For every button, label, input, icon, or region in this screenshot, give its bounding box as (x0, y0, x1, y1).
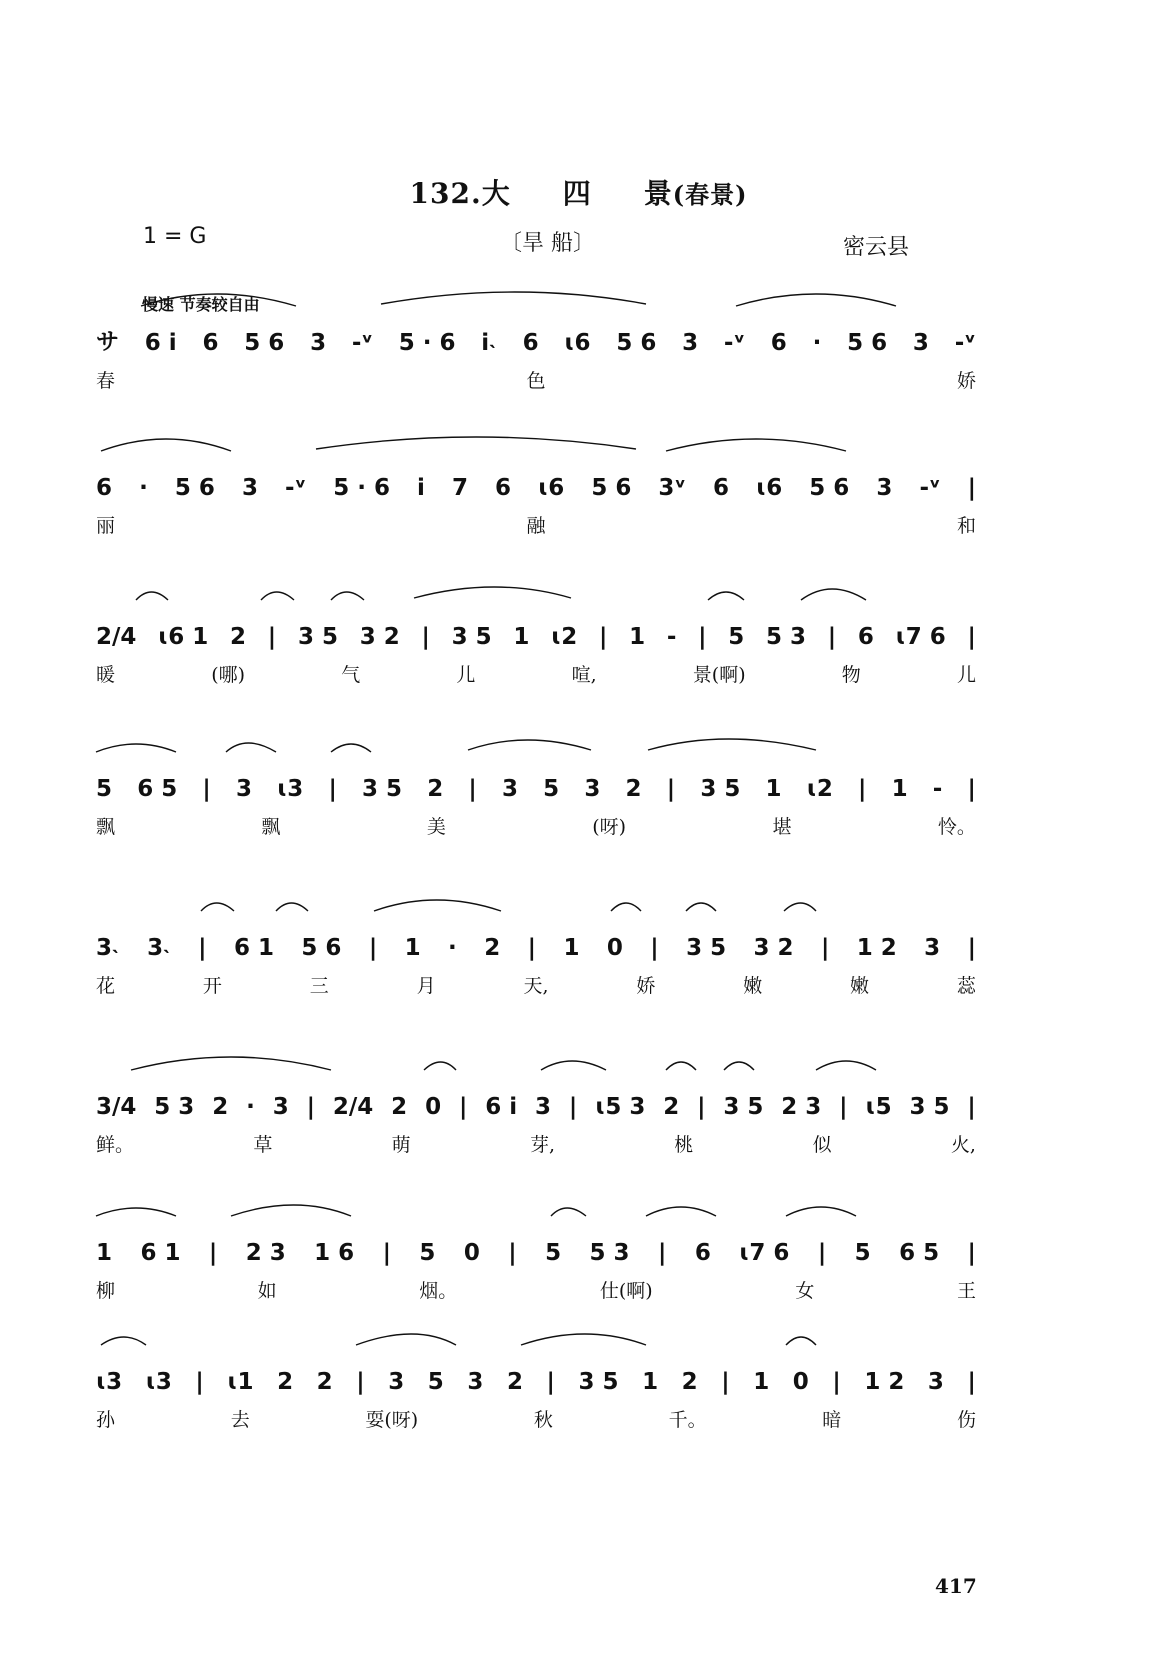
lyric-token: 千。 (668, 1409, 707, 1431)
notation-line (96, 1220, 976, 1266)
barline: | (508, 1240, 517, 1266)
barline: | (698, 624, 707, 650)
note-token: 0 (425, 1094, 442, 1120)
slur-marks (96, 580, 976, 602)
barline: | (458, 1094, 468, 1120)
lyric-token: 去 (230, 1409, 250, 1431)
note-token: 2 (316, 1369, 333, 1395)
note-token: -ᵛ (954, 330, 976, 356)
note-token: 1 (753, 1369, 770, 1395)
note-token: 1 (629, 624, 646, 650)
lyric-token: 景(啊) (692, 664, 746, 686)
title-number: 132. (409, 177, 482, 210)
note-token: 1 (891, 776, 908, 802)
note-token: 1 (642, 1369, 659, 1395)
note-token: ɩ2 (551, 624, 578, 650)
note-token: 6 (96, 475, 113, 501)
lyrics-line (96, 812, 976, 842)
lyric-token: 儿 (956, 664, 976, 686)
note-token: -ᵛ (351, 330, 373, 356)
note-token: 6 (202, 330, 219, 356)
note-token: ɩ3 (96, 1369, 123, 1395)
barline: | (368, 935, 378, 961)
barline: | (827, 624, 837, 650)
note-token: 5 · 6 (398, 330, 456, 356)
barline: | (839, 1094, 848, 1120)
slur-marks (96, 1325, 976, 1347)
note-token: 3 (388, 1369, 405, 1395)
lyric-token: 儿 (456, 664, 476, 686)
lyric-token: 仕(啊) (599, 1280, 653, 1302)
lyric-token: 飘 (261, 816, 281, 838)
note-token: 3 5 (362, 776, 403, 802)
note-token: 2 3 (245, 1240, 286, 1266)
note-token: 3 5 (700, 776, 741, 802)
note-token: · (139, 475, 148, 501)
note-token: 3 (235, 776, 252, 802)
barline: | (382, 1240, 391, 1266)
genre-label: 〔旱 船〕 (500, 231, 595, 256)
note-token: 2 (506, 1369, 523, 1395)
note-token: ɩ7 6 (895, 624, 946, 650)
note-token: 5 3 (766, 624, 807, 650)
note-token: 5 (543, 776, 560, 802)
note-token: 1 (765, 776, 782, 802)
note-token: 2 (484, 935, 501, 961)
note-token: 3 (876, 475, 893, 501)
barline: | (546, 1369, 555, 1395)
lyric-token: 天, (523, 975, 549, 997)
note-token: 0 (606, 935, 623, 961)
lyric-token: 飘 (96, 816, 116, 838)
note-token: 5 3 (589, 1240, 630, 1266)
lyrics-line (96, 660, 976, 690)
note-token: 3˴ (96, 935, 120, 961)
barline: | (967, 1240, 976, 1266)
lyrics-line (96, 1130, 976, 1160)
lyric-token: 萌 (391, 1134, 411, 1156)
lyric-token: 火, (950, 1134, 976, 1156)
barline: | (666, 776, 676, 802)
note-token: 3 5 (297, 624, 338, 650)
note-token: 5 · 6 (333, 475, 390, 501)
note-token: ɩ5 3 (595, 1094, 646, 1120)
title-char-3: 景 (643, 177, 673, 210)
barline: | (967, 1094, 976, 1120)
barline: | (568, 1094, 578, 1120)
lyric-token: 如 (257, 1280, 277, 1302)
note-token: · (246, 1094, 255, 1120)
lyric-token: 融 (526, 515, 546, 537)
note-token: - (666, 624, 677, 650)
lyric-token: 嫩 (743, 975, 763, 997)
note-token: 3 5 (578, 1369, 619, 1395)
slur-marks (96, 1196, 976, 1218)
lyric-token: 娇 (636, 975, 656, 997)
lyric-token: (呀) (592, 816, 627, 838)
note-token: ɩ6 (538, 475, 565, 501)
note-token: 2 (625, 776, 642, 802)
note-token: 5 (96, 776, 113, 802)
note-token: 6 (857, 624, 874, 650)
note-token: 2 (277, 1369, 294, 1395)
barline: | (697, 1094, 706, 1120)
note-token: 5 (728, 624, 745, 650)
note-token: 6 5 (137, 776, 178, 802)
lyrics-line (96, 366, 976, 396)
barline: | (967, 1369, 976, 1395)
lyric-token: 娇 (956, 370, 976, 392)
lyric-token: 嫩 (850, 975, 870, 997)
barline: | (306, 1094, 315, 1120)
note-token: 1 (513, 624, 530, 650)
note-token: 6 (694, 1240, 711, 1266)
note-token: 3 2 (753, 935, 794, 961)
barline: | (721, 1369, 730, 1395)
lyric-token: 和 (956, 515, 976, 537)
note-token: ɩ1 (227, 1369, 254, 1395)
note-token: サ (96, 329, 119, 355)
lyrics-line (96, 971, 976, 1001)
note-token: 5 6 (244, 330, 285, 356)
lyric-token: 秋 (533, 1409, 553, 1431)
note-token: 6 (495, 475, 512, 501)
note-token: 1 6 (314, 1240, 355, 1266)
title-char-2: 四 (562, 177, 592, 210)
barline: | (657, 1240, 667, 1266)
notation-line (96, 756, 976, 802)
lyric-token: 暗 (822, 1409, 842, 1431)
note-token: 1 (563, 935, 580, 961)
note-token: 2 3 (781, 1094, 822, 1120)
notation-line (96, 1349, 976, 1395)
note-token: 3 2 (359, 624, 400, 650)
note-token: 3 (682, 330, 699, 356)
key-signature: 1 = G (143, 224, 207, 249)
lyric-token: 耍(呀) (365, 1409, 419, 1431)
lyric-token: 烟。 (419, 1280, 458, 1302)
note-token: 6 1 (140, 1240, 181, 1266)
note-token: ɩ6 (756, 475, 783, 501)
note-token: 5 6 (847, 330, 888, 356)
note-token: 2 (391, 1094, 408, 1120)
barline: | (468, 776, 477, 802)
barline: | (356, 1369, 365, 1395)
lyric-token: 春 (96, 370, 116, 392)
note-token: i˴ (481, 330, 497, 356)
barline: | (820, 935, 830, 961)
page-number: 417 (935, 1574, 977, 1598)
note-token: 7 (451, 475, 468, 501)
lyric-token: 桃 (674, 1134, 694, 1156)
barline: | (650, 935, 659, 961)
barline: | (858, 776, 867, 802)
note-token: 5 6 (616, 330, 657, 356)
notation-line (96, 915, 976, 961)
note-token: 6 (522, 330, 539, 356)
note-token: 2 (212, 1094, 229, 1120)
note-token: -ᵛ (723, 330, 745, 356)
note-token: ɩ5 (865, 1094, 892, 1120)
barline: | (832, 1369, 841, 1395)
slur-marks (96, 891, 976, 913)
place-label: 密云县 (843, 235, 910, 260)
lyric-token: 鲜。 (96, 1134, 135, 1156)
lyric-token: 月 (416, 975, 436, 997)
note-token: - (932, 776, 943, 802)
slur-marks (96, 1050, 976, 1072)
note-token: 2/4 (96, 624, 137, 650)
note-token: ɩ7 6 (739, 1240, 790, 1266)
note-token: 5 6 (591, 475, 632, 501)
lyric-token: 似 (812, 1134, 832, 1156)
lyric-token: 暖 (96, 664, 116, 686)
note-token: 3 (912, 330, 929, 356)
barline: | (198, 935, 207, 961)
note-token: 3 5 (686, 935, 727, 961)
barline: | (195, 1369, 204, 1395)
note-token: 3 (584, 776, 601, 802)
lyric-token: 开 (202, 975, 222, 997)
barline: | (967, 776, 976, 802)
note-token: 6 i (144, 330, 177, 356)
barline: | (967, 475, 976, 501)
lyric-token: 花 (96, 975, 116, 997)
note-token: 2 (681, 1369, 698, 1395)
barline: | (202, 776, 211, 802)
lyric-token: 三 (309, 975, 329, 997)
note-token: 5 (419, 1240, 436, 1266)
lyric-token: 怜。 (937, 816, 976, 838)
note-token: 3 (467, 1369, 484, 1395)
barline: | (817, 1240, 827, 1266)
lyrics-line (96, 1276, 976, 1306)
note-token: 5 3 (154, 1094, 195, 1120)
note-token: ɩ3 (145, 1369, 172, 1395)
lyric-token: 气 (341, 664, 361, 686)
slur-marks (96, 431, 976, 453)
note-token: 1 (96, 1240, 113, 1266)
note-token: 3ᵛ (658, 475, 686, 501)
note-token: 5 6 (174, 475, 215, 501)
note-token: 2 (663, 1094, 680, 1120)
note-token: 2/4 (332, 1094, 374, 1120)
note-token: 1 (404, 935, 421, 961)
lyric-token: 草 (253, 1134, 273, 1156)
note-token: 3/4 (96, 1094, 137, 1120)
note-token: 6 5 (899, 1240, 940, 1266)
barline: | (598, 624, 608, 650)
note-token: 3˴ (147, 935, 171, 961)
lyric-token: 喧, (571, 664, 597, 686)
notation-line (96, 310, 976, 356)
barline: | (208, 1240, 218, 1266)
notation-line (96, 604, 976, 650)
note-token: 3 5 (723, 1094, 764, 1120)
lyric-token: 堪 (772, 816, 792, 838)
lyric-token: 王 (956, 1280, 976, 1302)
note-token: 2 (230, 624, 247, 650)
barline: | (328, 776, 337, 802)
note-token: 0 (463, 1240, 480, 1266)
note-token: 1 2 (864, 1369, 905, 1395)
note-token: 3 (501, 776, 518, 802)
note-token: -ᵛ (285, 475, 307, 501)
slur-marks (96, 732, 976, 754)
note-token: 5 (427, 1369, 444, 1395)
note-token: 5 6 (301, 935, 342, 961)
note-token: -ᵛ (919, 475, 941, 501)
note-token: 6 1 (233, 935, 274, 961)
note-token: 0 (792, 1369, 809, 1395)
lyric-token: 柳 (96, 1280, 116, 1302)
note-token: 5 (854, 1240, 871, 1266)
note-token: 5 6 (809, 475, 850, 501)
note-token: 3 (535, 1094, 552, 1120)
note-token: 6 i (485, 1094, 518, 1120)
lyric-token: 孙 (96, 1409, 116, 1431)
notation-line (96, 455, 976, 501)
notation-line (96, 1074, 976, 1120)
note-token: 3 5 (909, 1094, 950, 1120)
note-token: 3 (927, 1369, 944, 1395)
note-token: 3 5 (451, 624, 492, 650)
lyric-token: 伤 (956, 1409, 976, 1431)
lyric-token: 丽 (96, 515, 116, 537)
lyric-token: 色 (526, 370, 546, 392)
page-title (0, 172, 1157, 212)
lyric-token: 芽, (529, 1134, 555, 1156)
note-token: ɩ6 (564, 330, 591, 356)
barline: | (267, 624, 277, 650)
note-token: ɩ2 (806, 776, 833, 802)
title-char-1: 大 (481, 177, 511, 210)
note-token: 3 (272, 1094, 289, 1120)
note-token: 5 (545, 1240, 562, 1266)
note-token: 6 (770, 330, 787, 356)
note-token: 3 (241, 475, 258, 501)
lyric-token: 蕊 (956, 975, 976, 997)
lyric-token: 美 (426, 816, 446, 838)
note-token: ɩ3 (277, 776, 304, 802)
lyric-token: (哪) (211, 664, 246, 686)
note-token: ɩ6 1 (158, 624, 209, 650)
barline: | (527, 935, 537, 961)
lyric-token: 物 (841, 664, 861, 686)
barline: | (967, 624, 976, 650)
note-token: i (417, 475, 425, 501)
tempo-marking: 慢速 节奏较自由 (142, 295, 260, 314)
lyric-token: 女 (795, 1280, 815, 1302)
note-token: 1 2 (856, 935, 897, 961)
note-token: · (812, 330, 822, 356)
note-token: 6 (713, 475, 730, 501)
title-subtitle: (春景) (672, 180, 748, 209)
slur-marks (96, 286, 976, 308)
lyrics-line (96, 1405, 976, 1435)
note-token: 3 (310, 330, 327, 356)
lyrics-line (96, 511, 976, 541)
barline: | (967, 935, 976, 961)
barline: | (421, 624, 430, 650)
note-token: 3 (924, 935, 941, 961)
note-token: 2 (427, 776, 444, 802)
note-token: · (448, 935, 457, 961)
